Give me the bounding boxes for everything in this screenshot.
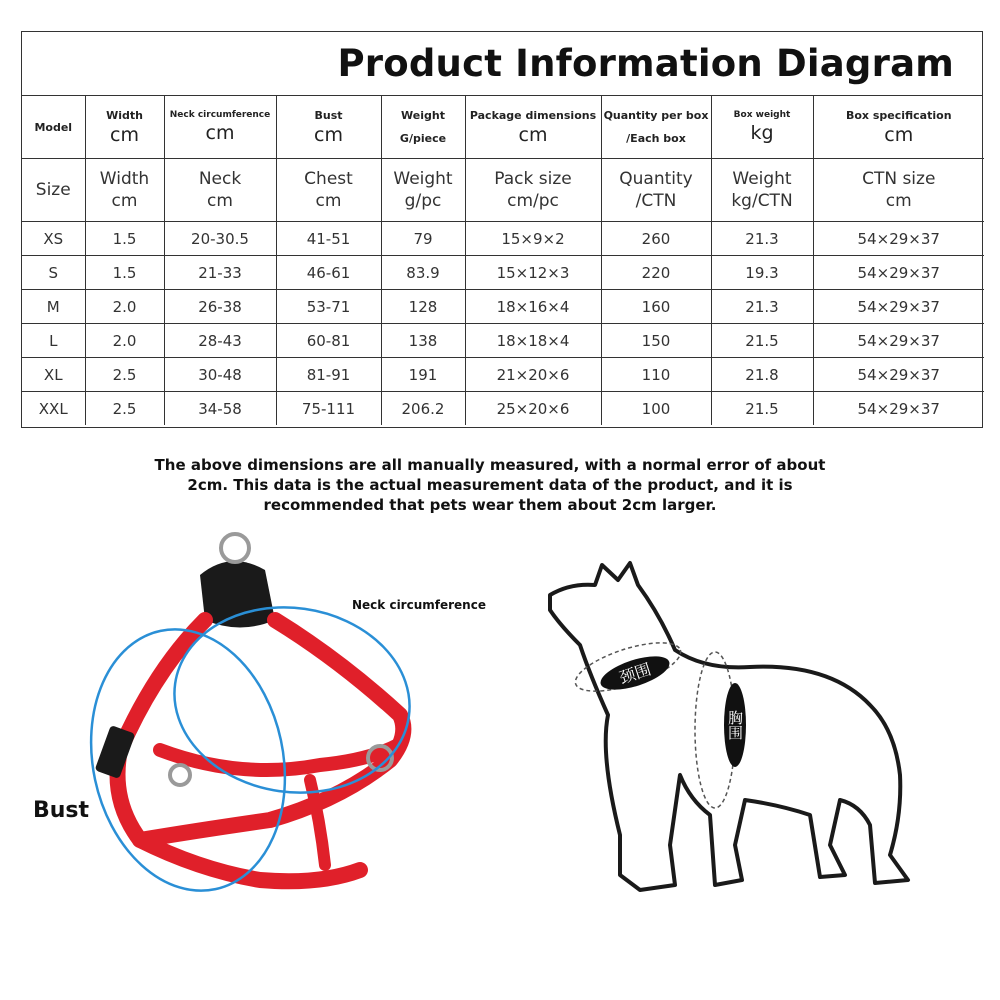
page-title: Product Information Diagram [337,42,954,85]
harness-image [80,520,430,900]
header-box-spec: Box specification cm [813,96,984,159]
header-row-english [22,96,984,159]
size-table [22,96,984,425]
header-weight: Weight G/piece [381,96,465,159]
dog-neck-label: 颈围 [616,659,654,688]
dog-illustration [530,555,930,905]
header-package: Package dimensions cm [465,96,601,159]
header2-neck: Neck cm [164,159,276,222]
bust-label: Bust [33,798,90,823]
header-bust: Bust cm [276,96,381,159]
header2-box-weight: Weight kg/CTN [711,159,813,222]
table-row: XS 1.5 20-30.5 41-51 79 15×9×2 260 21.3 54×29×37 [22,222,984,256]
table-row: XL 2.5 30-48 81-91 191 21×20×6 110 21.8 54×29×37 [22,358,984,392]
title-row [22,32,982,96]
header2-ctn-size: CTN size cm [813,159,984,222]
dog-chest-label: 胸围 [726,710,744,740]
header2-size: Size [22,159,85,222]
header2-quantity: Quantity /CTN [601,159,711,222]
header2-chest: Chest cm [276,159,381,222]
header-width: Width cm [85,96,164,159]
header-model: Model [22,96,85,159]
neck-circumference-label: Neck circumference [352,598,486,612]
header-box-weight: Box weight kg [711,96,813,159]
table-row: XXL 2.5 34-58 75-111 206.2 25×20×6 100 21.5 54×29×37 [22,392,984,426]
product-info-table [21,31,983,428]
header-neck: Neck circumference cm [164,96,276,159]
header2-width: Width cm [85,159,164,222]
header-quantity: Quantity per box /Each box [601,96,711,159]
table-row: M 2.0 26-38 53-71 128 18×16×4 160 21.3 54×29×37 [22,290,984,324]
header2-pack-size: Pack size cm/pc [465,159,601,222]
harness-illustration [80,520,430,900]
header-row-secondary [22,159,984,222]
header2-weight: Weight g/pc [381,159,465,222]
table-row: L 2.0 28-43 60-81 138 18×18×4 150 21.5 54×29×37 [22,324,984,358]
table-row: S 1.5 21-33 46-61 83.9 15×12×3 220 19.3 54×29×37 [22,256,984,290]
measurement-note: The above dimensions are all manually measured, with a normal error of about 2cm. This data is the actual measurement data of the product, and it is recommended that pets wear them about 2cm larger. [154,456,826,514]
dog-outline-image [530,555,930,905]
